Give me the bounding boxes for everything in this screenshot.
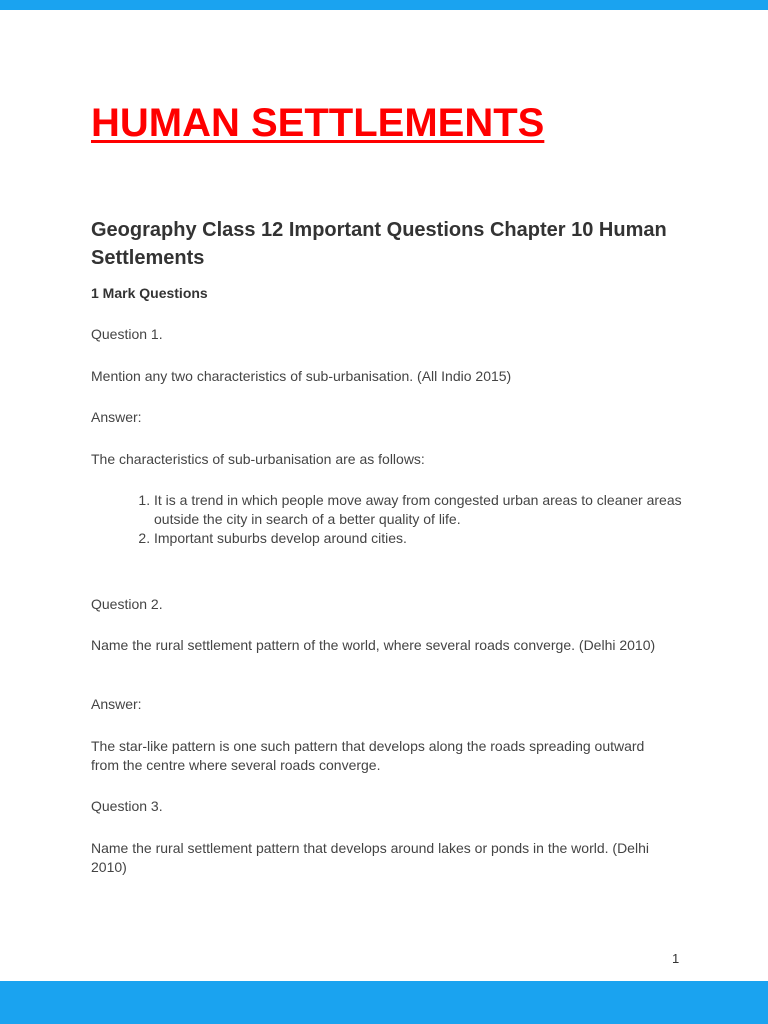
section-heading: 1 Mark Questions	[91, 285, 208, 301]
question-2-text: Name the rural settlement pattern of the world, where several roads converge. (Delhi 2010)	[91, 637, 656, 653]
question-1-label: Question 1.	[91, 326, 163, 342]
question-3-text: Name the rural settlement pattern that develops around lakes or ponds in the world. (Delhi 2010)	[91, 840, 649, 875]
question-2-label: Question 2.	[91, 596, 163, 612]
page-number: 1	[672, 951, 680, 966]
question-1-text: Mention any two characteristics of sub-urbanisation. (All Indio 2015)	[91, 368, 512, 384]
answer-1-label: Answer:	[91, 409, 142, 425]
answer-2-label: Answer:	[91, 696, 142, 712]
answer-1-intro: The characteristics of sub-urbanisation are as follows:	[91, 451, 425, 467]
top-accent-bar	[0, 0, 768, 10]
document-title: HUMAN SETTLEMENTS	[91, 101, 545, 145]
list-item: 1. It is a trend in which people move away from congested urban areas to cleaner areas outside the city in search of a better quality of life.	[154, 491, 694, 529]
list-item: 2. Important suburbs develop around cities.	[154, 529, 694, 548]
question-3-label: Question 3.	[91, 798, 163, 814]
answer-1-list	[129, 491, 694, 548]
answer-2-text: The star-like pattern is one such pattern that develops along the roads spreading outward from the centre where several roads converge.	[91, 738, 645, 773]
document-subtitle: Geography Class 12 Important Questions Chapter 10 Human Settlements	[91, 219, 667, 269]
bottom-accent-bar	[0, 981, 768, 1024]
